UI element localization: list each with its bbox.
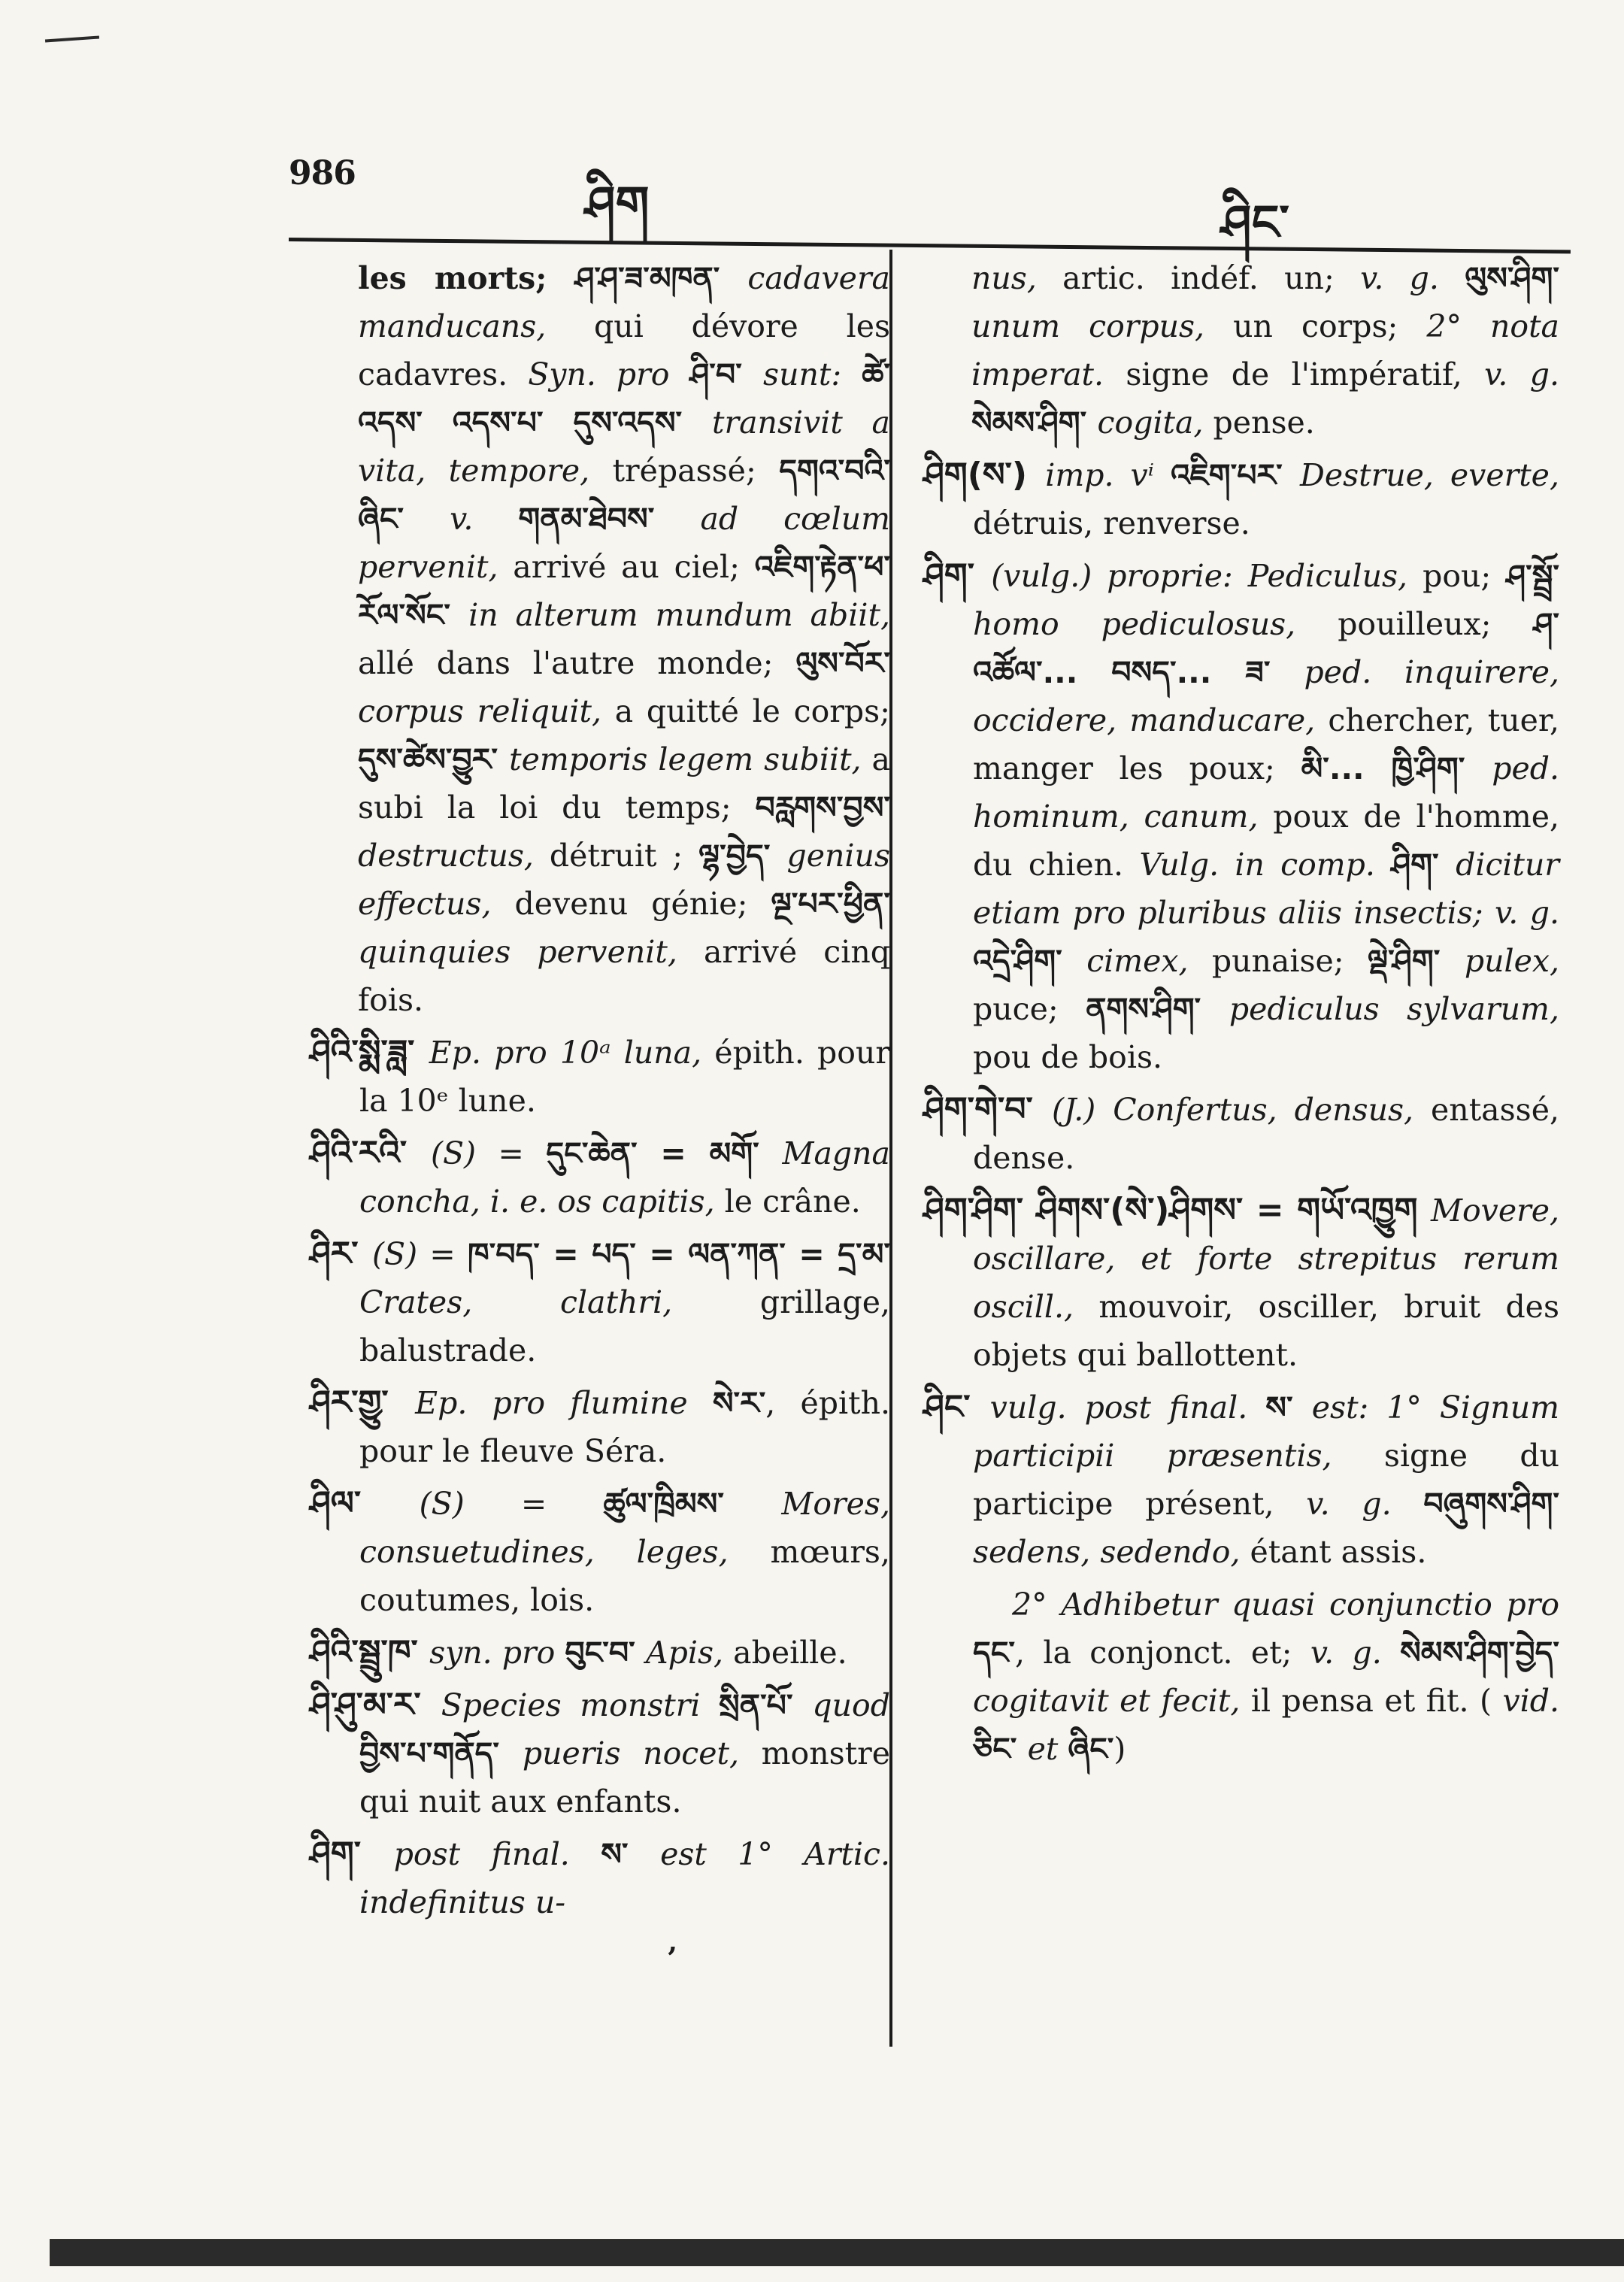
- headword: ཤིག་གེ་བ་: [923, 1090, 1052, 1129]
- dictionary-entry: [923, 1383, 1559, 1576]
- latin-text: post final.: [393, 1836, 601, 1872]
- french-text: pou;: [1407, 558, 1507, 594]
- dictionary-entry: [923, 1086, 1559, 1182]
- tibetan-text: ལུས་བོར་: [795, 645, 890, 681]
- latin-text: pueris nocet,: [522, 1735, 740, 1771]
- latin-text: ad cœlum pervenit,: [358, 501, 890, 585]
- dictionary-entry: [310, 1029, 890, 1125]
- dictionary-entry: [923, 552, 1559, 1081]
- latin-text: v. g.: [1306, 1486, 1424, 1522]
- french-text: puce;: [973, 991, 1086, 1027]
- latin-text: Crates, clathri,: [359, 1284, 673, 1320]
- latin-text: ped. inquirere, occidere, manducare,: [973, 654, 1559, 738]
- dictionary-entry: [310, 1681, 890, 1826]
- headword: ཤིག་: [310, 1835, 394, 1873]
- latin-text: 2° nota imperat.: [971, 308, 1559, 392]
- tibetan-text: ཤ་ཤ་ཟ་མཁན་: [574, 260, 748, 296]
- tibetan-text: ལྷ་བྱེད་: [698, 838, 787, 874]
- headword: ཤིང་: [923, 1388, 990, 1426]
- tibetan-text: ལྡེ་ཤིག་: [1367, 943, 1465, 979]
- latin-text: (S) =: [372, 1236, 468, 1272]
- headword: ཤིར་གྱུ་: [310, 1383, 416, 1422]
- latin-text: temporis legem subiit,: [509, 741, 862, 777]
- page-number: 986: [289, 154, 356, 192]
- latin-text: Apis,: [646, 1635, 724, 1671]
- dictionary-entry: [310, 1129, 890, 1226]
- tibetan-text: གནམ་ཐེབས་: [518, 501, 701, 537]
- french-text: détruit ;: [533, 838, 699, 874]
- french-text: signe de l'impératif,: [1104, 356, 1485, 392]
- french-text: , épith. pour le fleuve Séra.: [359, 1385, 891, 1469]
- latin-text: Vulg. in comp.: [1139, 847, 1392, 883]
- french-text: entassé, dense.: [973, 1092, 1559, 1176]
- tibetan-text: ཞིང་: [1068, 1731, 1114, 1767]
- latin-text: (vulg.) proprie: Pediculus,: [991, 558, 1408, 594]
- right-column: [923, 254, 1559, 1777]
- latin-text: unum corpus,: [971, 308, 1205, 344]
- dictionary-entry: [923, 1186, 1559, 1379]
- tibetan-text: ཅིང་: [973, 1731, 1028, 1767]
- tibetan-text: ཚེ་འདས་ འདས་པ་ དུས་འདས་: [358, 356, 890, 441]
- running-head-right: ཤིང་: [1221, 195, 1289, 251]
- latin-text: et: [1027, 1731, 1068, 1767]
- french-text: il pensa et fit. (: [1240, 1683, 1503, 1719]
- entry-continuation: [923, 254, 1559, 447]
- latin-text: (S) =: [419, 1486, 604, 1522]
- latin-text: v. g.: [1360, 260, 1465, 296]
- headword: ཤིའི་སྦྲུ་ཁ་: [310, 1633, 430, 1671]
- corner-mark: [45, 35, 99, 42]
- latin-text: transivit a vita, tempore,: [358, 405, 890, 489]
- tibetan-text: བུང་བ་: [565, 1635, 647, 1671]
- latin-text: 2° Adhibetur quasi conjunctio pro: [1012, 1586, 1559, 1623]
- french-text: punaise;: [1188, 943, 1368, 979]
- headword: ཤི་ཤུ་མ་ར་: [310, 1686, 441, 1724]
- dictionary-entry: [923, 451, 1559, 547]
- french-text: allé dans l'autre monde;: [358, 645, 796, 681]
- french-text: étant assis.: [1240, 1534, 1427, 1570]
- latin-text: (J.) Confertus, densus,: [1051, 1092, 1414, 1128]
- tibetan-text: དུས་ཚེས་བྱུར་: [358, 741, 510, 777]
- french-text: chercher, tuer, manger les poux;: [973, 702, 1559, 786]
- tibetan-text: སྲིན་པོ་: [719, 1687, 813, 1723]
- latin-text: Species monstri: [441, 1687, 720, 1723]
- headword: ཤིག་ཤིག་ ཤིགས་(སེ་)ཤིགས་ = གཡོ་འཁྱུག: [923, 1191, 1431, 1229]
- header-rule: [289, 238, 1571, 253]
- french-text: artic. indéf. un;: [1036, 260, 1361, 296]
- tibetan-text: སེམས་ཤིག་བྱེད་: [1400, 1635, 1559, 1671]
- latin-text: pediculus sylvarum,: [1229, 991, 1559, 1027]
- latin-text: corpus reliquit,: [358, 693, 602, 729]
- latin-text: ped. hominum, canum,: [973, 750, 1560, 835]
- latin-text: sedens, sedendo,: [973, 1534, 1241, 1570]
- headword: ཤིལ་: [310, 1484, 420, 1523]
- french-text: devenu génie;: [491, 886, 771, 922]
- tibetan-text: ལུས་ཤིག་: [1465, 260, 1559, 296]
- latin-text: Destrue, everte,: [1299, 457, 1559, 493]
- french-text: ): [1113, 1731, 1126, 1767]
- latin-text: Mores, consuetudines, leges,: [359, 1486, 890, 1570]
- latin-text: nus,: [971, 260, 1037, 296]
- french-text: arrivé cinq fois.: [358, 934, 890, 1018]
- french-text: pouilleux;: [1295, 606, 1534, 642]
- tibetan-text: འཇིག་པར་: [1170, 457, 1300, 493]
- french-text: a subi la loi du temps;: [358, 741, 891, 826]
- latin-text: homo pediculosus,: [973, 606, 1296, 642]
- latin-text: cadavera manducans,: [358, 260, 890, 344]
- latin-text: v. g.: [1484, 356, 1559, 392]
- dictionary-entry: [923, 1580, 1559, 1773]
- french-text: détruis, renverse.: [973, 505, 1250, 541]
- tibetan-text: སེམས་ཤིག་: [971, 405, 1098, 441]
- french-text: un corps;: [1204, 308, 1427, 344]
- tibetan-text: བྱིས་པ་གནོད་: [359, 1735, 523, 1771]
- french-text: arrivé au ciel;: [498, 549, 755, 585]
- latin-text: Movere, oscillare, et forte strepitus rerum oscill.,: [973, 1193, 1559, 1325]
- french-text: qui dévore les cadavres.: [358, 308, 890, 392]
- french-text: épith. pour la 10ᵉ lune.: [359, 1035, 890, 1119]
- tibetan-text: ཁ་བད་ = པད་ = ལན་ཀན་ = དྲ་མ་: [467, 1236, 890, 1272]
- latin-text: syn. pro: [429, 1635, 565, 1671]
- headword: ཤིའི་སྨི་ཟླ་: [310, 1033, 429, 1071]
- latin-text: cogitavit et fecit,: [973, 1683, 1241, 1719]
- latin-text: genius effectus,: [358, 838, 890, 922]
- latin-text: Magna concha, i. e. os capitis,: [359, 1135, 890, 1220]
- headword: ཤིར་: [310, 1235, 372, 1273]
- tibetan-text: འདྲེ་ཤིག་: [973, 943, 1087, 979]
- french-text: a quitté le corps;: [601, 693, 890, 729]
- tibetan-text: ཤི་བ་: [689, 356, 764, 392]
- french-text: grillage, balustrade.: [359, 1284, 891, 1368]
- french-text: mœurs, coutumes, lois.: [359, 1534, 890, 1618]
- latin-text: Ep. pro flumine: [415, 1385, 713, 1421]
- tibetan-text: དང་: [973, 1635, 1016, 1671]
- dictionary-entry: [310, 1230, 890, 1374]
- tibetan-text: ཤིག་: [1391, 847, 1456, 883]
- tibetan-text: སེ་ར་: [712, 1385, 766, 1421]
- dictionary-entry: [310, 1830, 890, 1926]
- french-text: pou de bois.: [973, 1039, 1163, 1075]
- tibetan-text: བཞུགས་ཤིག་: [1423, 1486, 1559, 1522]
- dictionary-entry: [310, 1629, 890, 1677]
- tibetan-text: ས་: [1265, 1390, 1312, 1426]
- tibetan-text: མི་... ཁྱི་ཤིག་: [1301, 750, 1492, 786]
- latin-text: destructus,: [358, 838, 534, 874]
- left-column: [310, 254, 890, 1931]
- french-text: trépassé;: [589, 453, 780, 489]
- latin-text: vid.: [1502, 1683, 1559, 1719]
- tibetan-text: བརླགས་བྱས་: [755, 789, 890, 826]
- latin-text: est: 1° Signum participii præsentis,: [973, 1390, 1559, 1474]
- latin-text: imp. vⁱ: [1045, 457, 1171, 493]
- french-text: , la conjonct. et;: [1015, 1635, 1310, 1671]
- french-text: mouvoir, osciller, bruit des objets qui ballottent.: [973, 1289, 1559, 1373]
- dictionary-entry: [310, 1480, 890, 1624]
- headword: ཤིག་: [923, 556, 992, 595]
- latin-text: v. g.: [1310, 1635, 1401, 1671]
- ornament-mark: ʼ: [666, 1941, 677, 1977]
- scan-footer-band: [50, 2239, 1624, 2266]
- latin-text: (S) =: [430, 1135, 547, 1171]
- tibetan-text: ནགས་ཤིག་: [1086, 991, 1229, 1027]
- running-head-left: ཤིག: [585, 177, 650, 232]
- bold-text: les morts;: [358, 260, 575, 296]
- latin-text: in alterum mundum abiit,: [468, 597, 890, 633]
- tibetan-text: ཤ་སྦྲོ་: [1506, 558, 1560, 594]
- latin-text: quinquies pervenit,: [358, 934, 677, 970]
- tibetan-text: དགའ་བའི་ཞིང་: [358, 453, 890, 537]
- dictionary-entry: [310, 1379, 890, 1475]
- tibetan-text: ས་: [601, 1836, 661, 1872]
- french-text: abeille.: [723, 1635, 847, 1671]
- french-text: signe du participe présent,: [973, 1438, 1559, 1522]
- latin-text: quod: [812, 1687, 890, 1723]
- latin-text: cogita,: [1097, 405, 1204, 441]
- french-text: le crâne.: [714, 1183, 861, 1220]
- latin-text: pulex,: [1464, 943, 1560, 979]
- tibetan-text: དུང་ཆེན་ = མགོ་: [546, 1135, 783, 1171]
- latin-text: sunt:: [763, 356, 862, 392]
- french-text: monstre qui nuit aux enfants.: [359, 1735, 890, 1820]
- tibetan-text: ཤ་འཚོལ་... བསད་... ཟ་: [973, 606, 1559, 690]
- latin-text: vulg. post final.: [989, 1390, 1266, 1426]
- headword: ཤིའི་རའི་: [310, 1134, 431, 1172]
- tibetan-text: འཇིག་རྟེན་ཕ་རོལ་སོང་: [358, 549, 890, 633]
- latin-text: est 1° Artic. indefinitus u-: [359, 1836, 891, 1920]
- latin-text: cimex,: [1086, 943, 1189, 979]
- french-text: pense.: [1203, 405, 1315, 441]
- latin-text: Ep. pro 10ᵃ luna,: [429, 1035, 702, 1071]
- french-text: poux de l'homme, du chien.: [973, 799, 1559, 883]
- headword: ཤིག(ས་): [923, 456, 1046, 494]
- latin-text: dicitur etiam pro pluribus aliis insectis; v. g.: [973, 847, 1560, 931]
- latin-text: v.: [450, 501, 519, 537]
- tibetan-text: ཚུལ་ཁྲིམས་: [603, 1486, 782, 1522]
- entry-continuation: [310, 254, 890, 1024]
- tibetan-text: ལྔ་པར་ཕྱིན་: [771, 886, 890, 922]
- latin-text: Syn. pro: [528, 356, 690, 392]
